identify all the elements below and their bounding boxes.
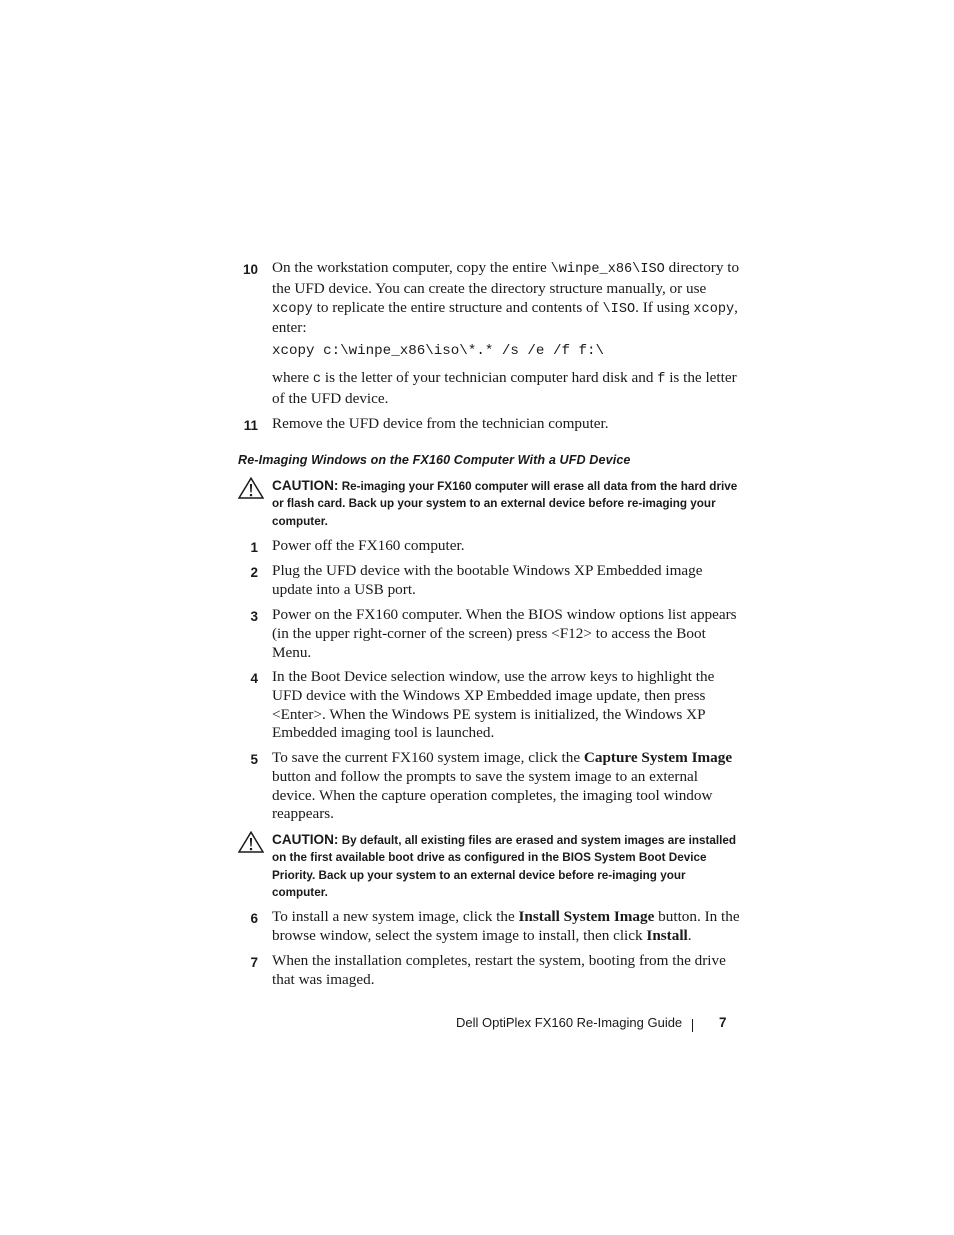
step-text: On the workstation computer, copy the entire \winpe_x86\ISO directory to the UFD device. You can create the directory structure manually, or use xcopy to replicate the entire structure and contents of \ISO. If using xcopy, enter:: [272, 259, 740, 337]
caution-icon: [238, 477, 264, 499]
section-heading: Re-Imaging Windows on the FX160 Computer With a UFD Device: [238, 453, 631, 467]
step-number: 1: [250, 540, 258, 555]
step-1: [238, 537, 738, 556]
footer-title: Dell OptiPlex FX160 Re-Imaging Guide: [456, 1015, 683, 1030]
caution-text: CAUTION: By default, all existing files are erased and system images are installed on the first available boot drive as configured in the BIOS System Boot Device Priority. Back up your system to an external device before re-imaging your computer.: [272, 832, 736, 900]
caution-text: CAUTION: Re-imaging your FX160 computer will erase all data from the hard drive or flash card. Back up your system to an external device before re-imaging your computer.: [272, 478, 738, 528]
step-6: [238, 908, 738, 946]
footer-divider: [692, 1019, 693, 1032]
xcopy-command: xcopy c:\winpe_x86\iso\*.* /s /e /f f:\: [272, 343, 605, 359]
step-number: 10: [242, 262, 258, 277]
step-text: Plug the UFD device with the bootable Windows XP Embedded image update into a USB port.: [272, 562, 703, 598]
step-number: 5: [250, 752, 258, 767]
step-text: To install a new system image, click the Install System Image button. In the browse window, select the system image to install, then click Install.: [272, 908, 740, 944]
step-number: 3: [250, 609, 258, 624]
step-number: 11: [243, 418, 258, 433]
step-11: [238, 415, 738, 434]
step-4: [238, 668, 738, 743]
step-number: 2: [250, 565, 258, 580]
step-number: 4: [250, 671, 258, 686]
step-text: Remove the UFD device from the technician computer.: [272, 415, 609, 432]
step-2: [238, 562, 738, 600]
install-system-image-label: Install System Image: [518, 908, 655, 925]
step-text: In the Boot Device selection window, use the arrow keys to highlight the UFD device with the Windows XP Embedded image update, then press <Enter>. When the Windows PE system is initialized, the Windows XP Embedded imaging tool is launched.: [272, 668, 715, 742]
step-text: To save the current FX160 system image, click the Capture System Image button and follow the prompts to save the system image to an external device. When the capture operation completes, the imaging tool window reappears.: [272, 749, 733, 823]
page-number: 7: [719, 1015, 727, 1030]
caution-notice: [238, 477, 738, 530]
step-10: [238, 259, 738, 338]
step-text: When the installation completes, restart the system, booting from the drive that was imaged.: [272, 952, 726, 988]
step-text: Power off the FX160 computer.: [272, 537, 465, 554]
step-7: [238, 952, 738, 990]
capture-system-image-label: Capture System Image: [583, 749, 733, 766]
caution-icon: [238, 831, 264, 853]
caution-notice: [238, 831, 738, 902]
step-number: 6: [250, 911, 258, 926]
step-text: Power on the FX160 computer. When the BIOS window options list appears (in the upper right-corner of the screen) press <F12> to access the Boot Menu.: [272, 606, 737, 661]
step-5: [238, 749, 738, 824]
where-note: where c is the letter of your technician computer hard disk and f is the letter of the UFD device.: [272, 369, 737, 407]
step-number: 7: [250, 955, 258, 970]
step-3: [238, 606, 738, 662]
install-label: Install: [646, 926, 688, 944]
